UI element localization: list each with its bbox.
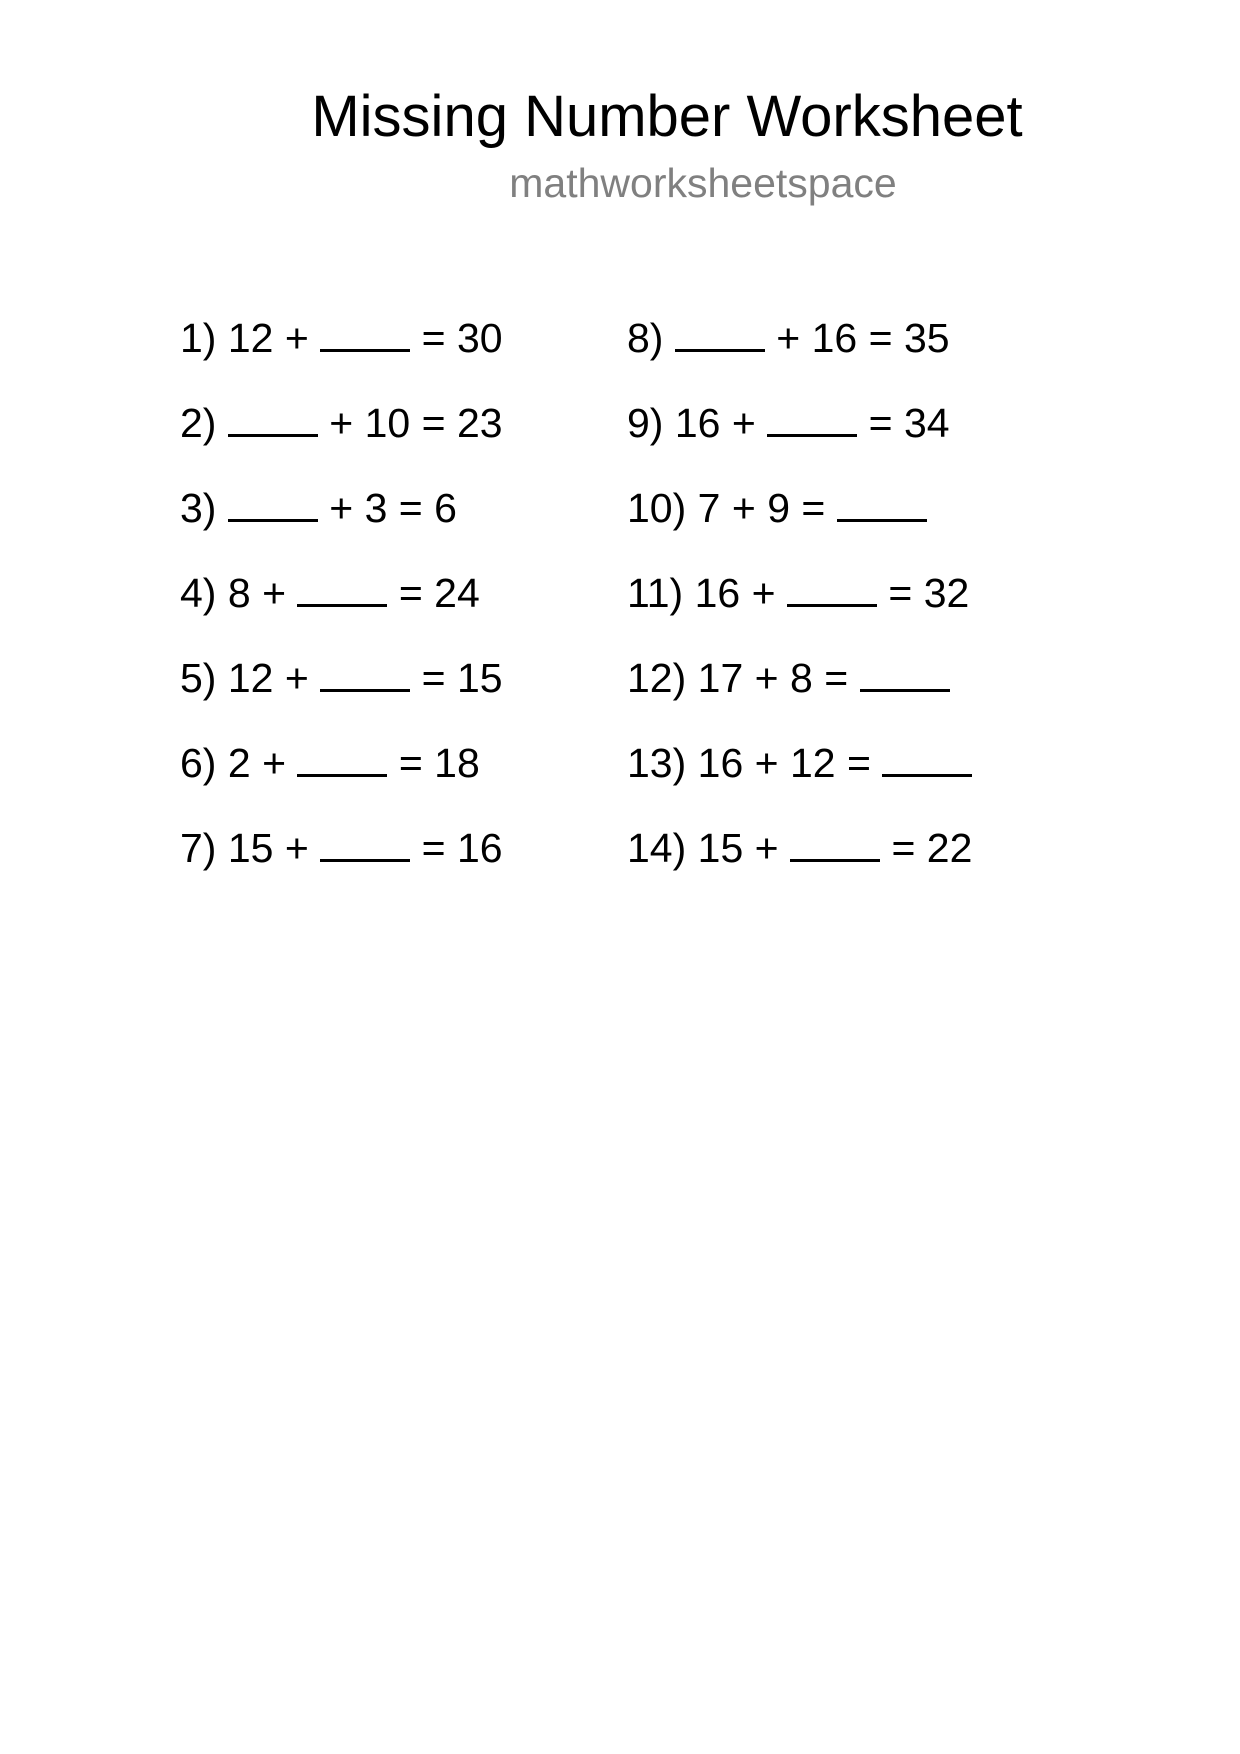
equation-text: + 16 = 35 xyxy=(776,315,950,361)
answer-blank[interactable] xyxy=(767,404,857,437)
answer-blank[interactable] xyxy=(228,404,318,437)
problem-item xyxy=(180,571,503,656)
answer-blank[interactable] xyxy=(787,574,877,607)
problem-item xyxy=(627,486,972,571)
answer-blank[interactable] xyxy=(882,744,972,777)
problem-number: 14) xyxy=(627,825,687,871)
problem-item xyxy=(180,486,503,571)
equation-text: = 22 xyxy=(891,825,973,871)
problem-number: 12) xyxy=(627,655,687,701)
problem-item xyxy=(180,401,503,486)
equation-text: 17 + 8 = xyxy=(697,655,849,701)
answer-blank[interactable] xyxy=(297,744,387,777)
problem-item xyxy=(627,656,972,741)
equation-text: = 30 xyxy=(421,315,503,361)
equation-text: = 32 xyxy=(888,570,970,616)
equation-text: + 3 = 6 xyxy=(329,485,457,531)
equation-text: = 16 xyxy=(421,825,503,871)
problem-item xyxy=(627,571,972,656)
worksheet-title: Missing Number Worksheet xyxy=(311,84,1023,149)
answer-blank[interactable] xyxy=(320,829,410,862)
problems-left-column xyxy=(180,316,503,911)
answer-blank[interactable] xyxy=(320,659,410,692)
equation-text: + 10 = 23 xyxy=(329,400,503,446)
problem-item xyxy=(627,826,972,911)
problem-item xyxy=(180,826,503,911)
answer-blank[interactable] xyxy=(228,489,318,522)
problem-number: 9) xyxy=(627,400,664,446)
equation-text: 7 + 9 = xyxy=(697,485,826,531)
equation-text: = 34 xyxy=(868,400,950,446)
equation-text: 8 + xyxy=(227,570,287,616)
answer-blank[interactable] xyxy=(320,319,410,352)
problem-item xyxy=(180,656,503,741)
problems-right-column xyxy=(627,316,972,911)
problem-item xyxy=(180,741,503,826)
problem-item xyxy=(627,401,972,486)
problem-number: 2) xyxy=(180,400,217,446)
problem-number: 7) xyxy=(180,825,217,871)
answer-blank[interactable] xyxy=(790,829,880,862)
answer-blank[interactable] xyxy=(297,574,387,607)
answer-blank[interactable] xyxy=(860,659,950,692)
worksheet-source: mathworksheetspace xyxy=(509,160,897,206)
problem-number: 6) xyxy=(180,740,217,786)
equation-text: 12 + xyxy=(227,655,309,701)
problem-number: 8) xyxy=(627,315,664,361)
answer-blank[interactable] xyxy=(837,489,927,522)
problem-item xyxy=(627,316,972,401)
equation-text: 16 + xyxy=(694,570,776,616)
problem-number: 10) xyxy=(627,485,687,531)
equation-text: 15 + xyxy=(227,825,309,871)
problem-item xyxy=(180,316,503,401)
answer-blank[interactable] xyxy=(675,319,765,352)
equation-text: = 15 xyxy=(421,655,503,701)
problem-number: 3) xyxy=(180,485,217,531)
equation-text: = 24 xyxy=(398,570,480,616)
problem-number: 4) xyxy=(180,570,217,616)
equation-text: = 18 xyxy=(398,740,480,786)
problem-number: 5) xyxy=(180,655,217,701)
problem-item xyxy=(627,741,972,826)
equation-text: 16 + 12 = xyxy=(697,740,871,786)
equation-text: 16 + xyxy=(674,400,756,446)
problem-number: 11) xyxy=(627,570,684,616)
equation-text: 15 + xyxy=(697,825,779,871)
problem-number: 13) xyxy=(627,740,687,786)
equation-text: 12 + xyxy=(227,315,309,361)
problem-number: 1) xyxy=(180,315,217,361)
equation-text: 2 + xyxy=(227,740,287,786)
